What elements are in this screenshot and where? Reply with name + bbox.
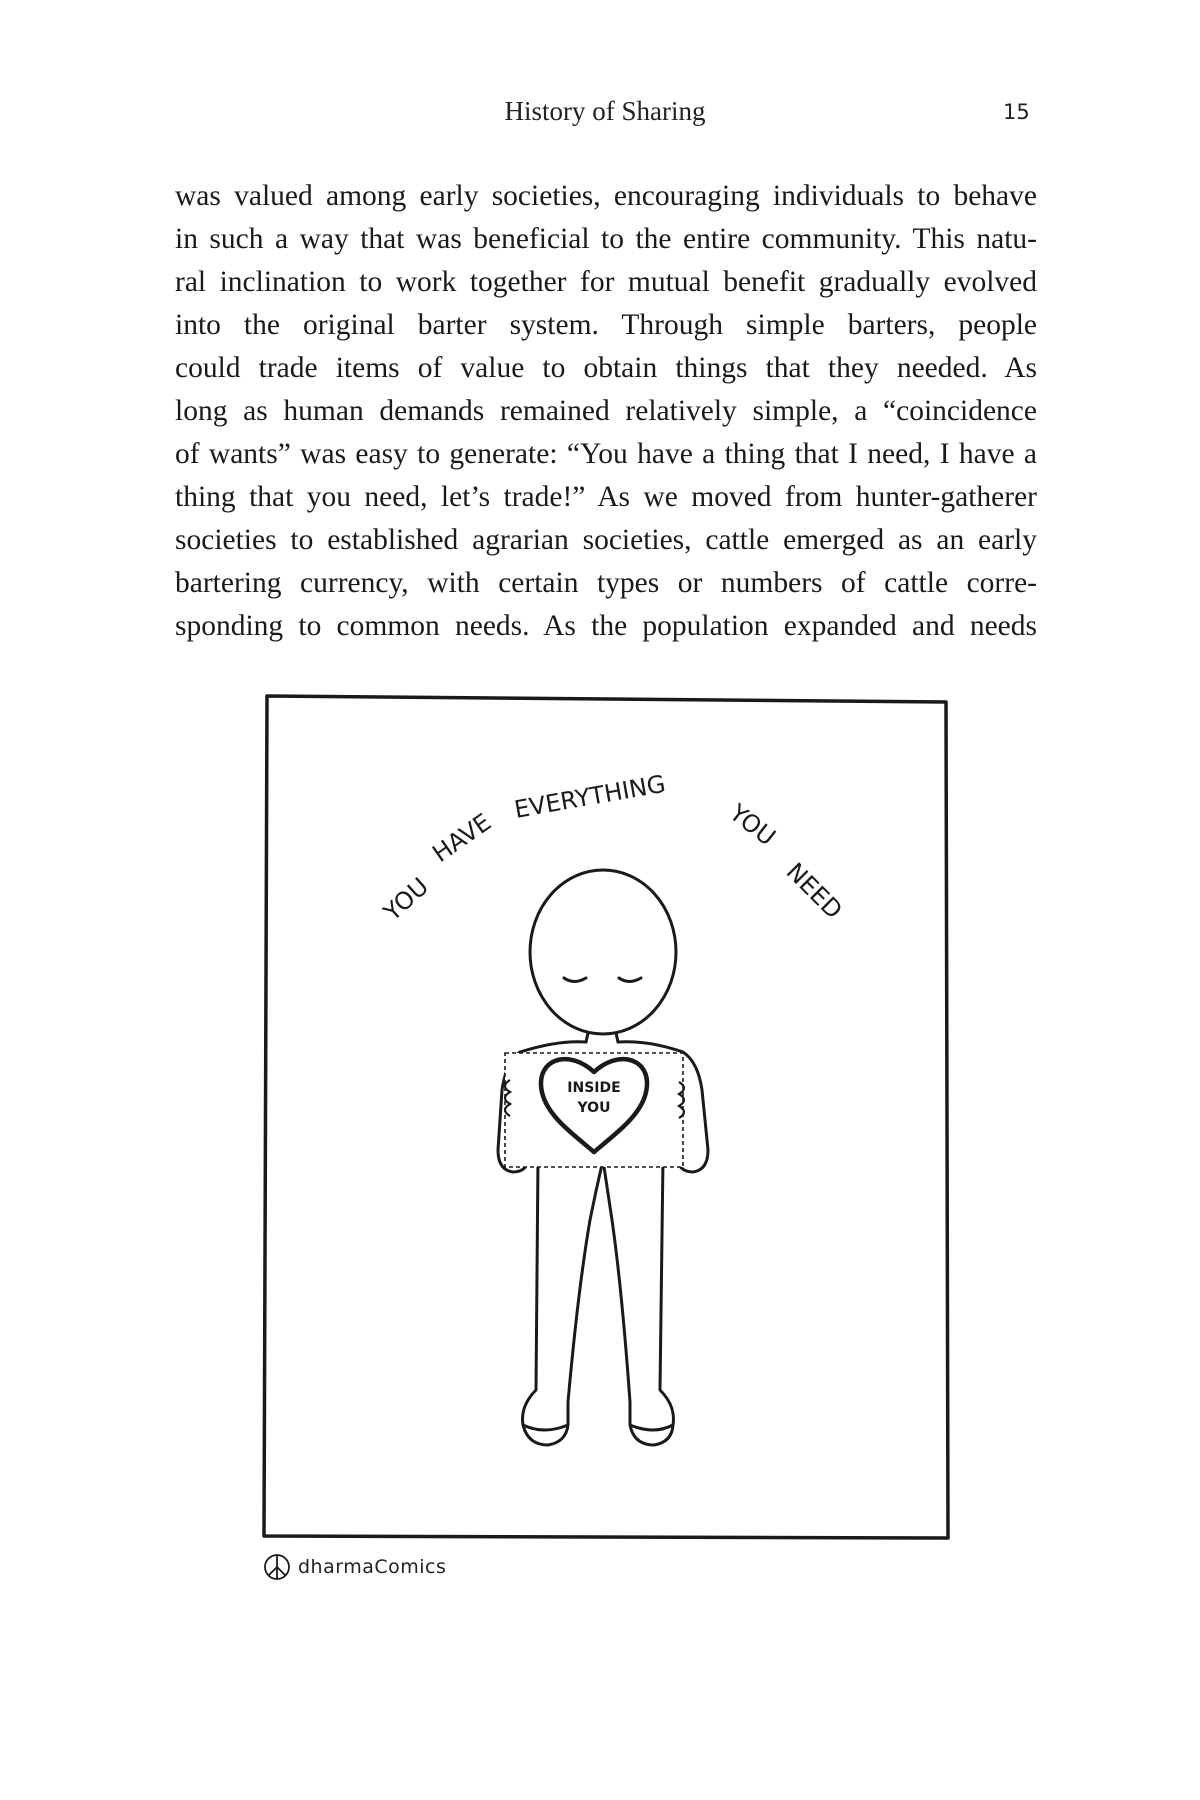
arc-word-need: NEED: [780, 857, 848, 925]
figure-right-leg: [603, 1158, 673, 1430]
text-line: long as human demands remained relatively simple, a “coincidence: [175, 395, 1037, 427]
sign-text-line1: INSIDE: [567, 1080, 621, 1096]
text-line: thing that you need, let’s trade!” As we moved from hunter-gatherer: [175, 481, 1037, 513]
running-title: History of Sharing: [504, 96, 706, 126]
arc-word-everything: EVERYTHING: [512, 769, 668, 824]
text-line: sponding to common needs. As the population expanded and needs: [175, 610, 1037, 642]
text-line: of wants” was easy to generate: “You have a thing that I need, I have a: [175, 438, 1037, 470]
credit-text: dharmaComics: [298, 1556, 447, 1578]
text-line: ral inclination to work together for mutual benefit gradually evolved: [175, 266, 1037, 298]
peace-sign-icon: [262, 1552, 292, 1582]
running-head: [0, 96, 1200, 136]
page-number: 15: [1003, 100, 1030, 124]
arc-caption: [378, 770, 848, 927]
arc-word-you: YOU: [378, 872, 435, 927]
text-line: could trade items of value to obtain things that they needed. As: [175, 352, 1037, 384]
arc-word-have: HAVE: [427, 807, 497, 868]
figure-eye-right: [619, 978, 641, 982]
text-line: into the original barter system. Through simple barters, people: [175, 309, 1037, 341]
comic-svg: [258, 690, 958, 1570]
body-paragraph: [175, 175, 1037, 648]
sign-text-line2: YOU: [577, 1100, 611, 1116]
text-line: bartering currency, with certain types or numbers of cattle corre-: [175, 567, 1037, 599]
arc-word-you-2: YOU: [724, 798, 781, 852]
text-line: in such a way that was beneficial to the entire community. This natu-: [175, 223, 1037, 255]
comic-credit: [262, 1547, 446, 1587]
held-sign: [505, 1053, 684, 1167]
text-line: was valued among early societies, encouraging individuals to behave: [175, 180, 1037, 212]
comic-illustration: [258, 690, 958, 1570]
figure-left-leg: [523, 1158, 603, 1430]
figure-eye-left: [564, 978, 586, 982]
figure-head: [530, 870, 676, 1034]
text-line: societies to established agrarian societies, cattle emerged as an early: [175, 524, 1037, 556]
